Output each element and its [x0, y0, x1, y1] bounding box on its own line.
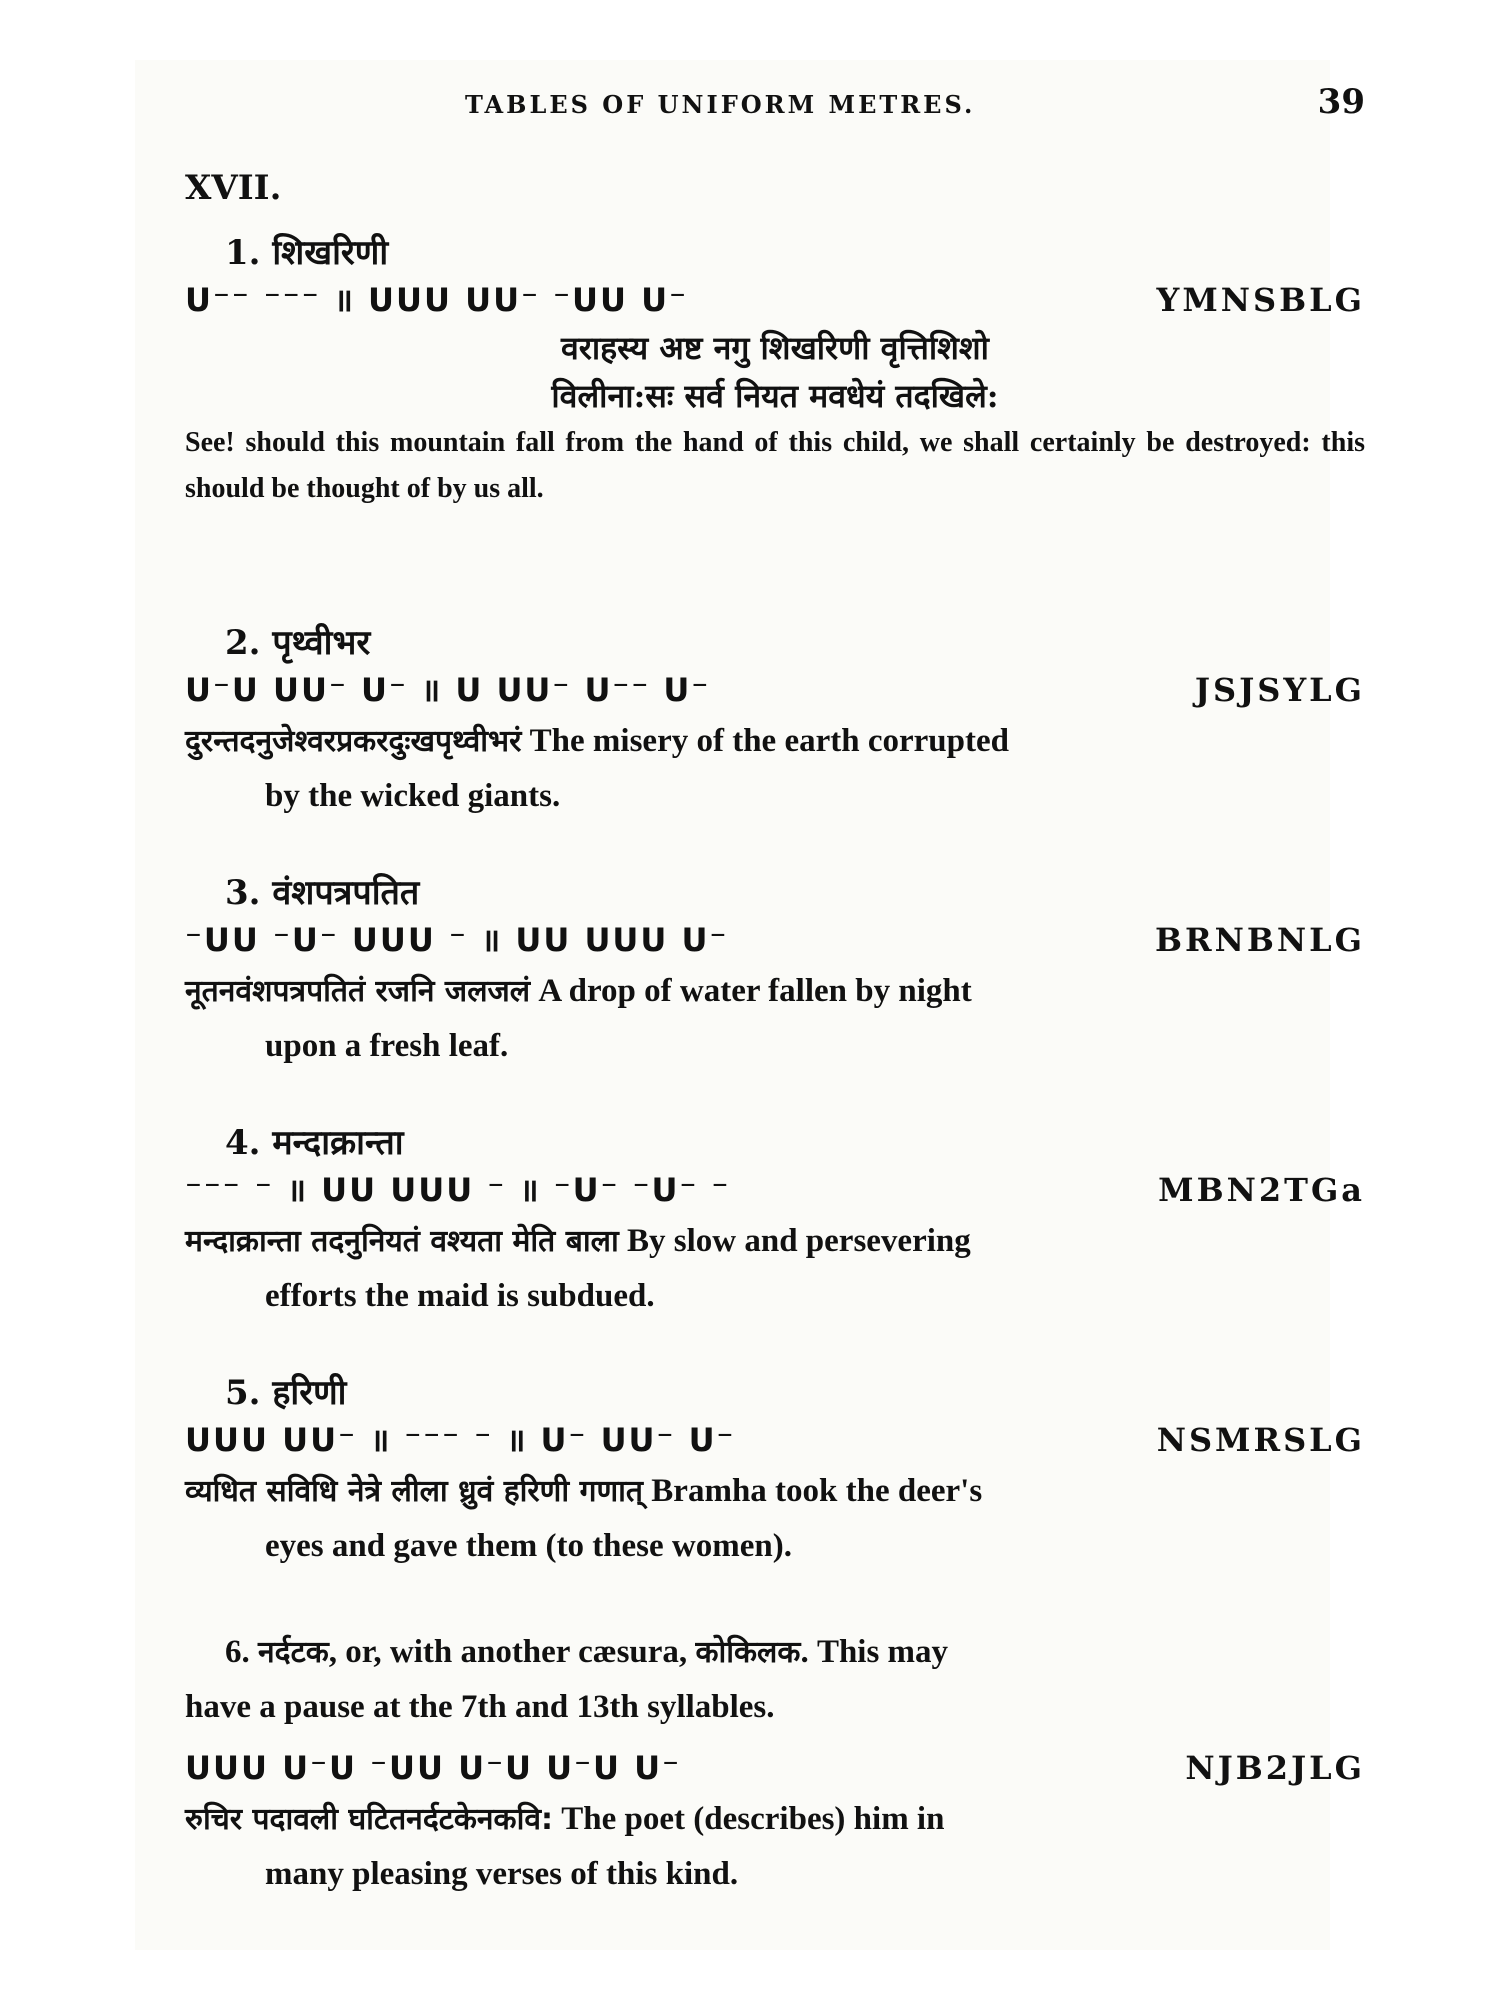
metre-example — [185, 714, 1365, 823]
sanskrit-verse-line: विलीना:सः सर्व नियत मवधेयं तदखिले: — [551, 377, 999, 415]
metre6-text: , or, with another cæsura, — [328, 1634, 688, 1670]
example-continuation: efforts the maid is subdued. — [265, 1278, 655, 1314]
metre-entry — [185, 1625, 1365, 1901]
example-sanskrit: नूतनवंशपत्रपतितं रजनि जलजलं — [185, 974, 531, 1009]
metre-scheme — [185, 1416, 1365, 1464]
example-continuation: upon a fresh leaf. — [265, 1028, 509, 1064]
metre-title: 2. पृथ्वीभर — [225, 623, 371, 663]
metre-title: 1. शिखरिणी — [225, 233, 389, 273]
book-page — [135, 60, 1365, 1950]
running-header — [185, 82, 1365, 132]
verse-translation: See! should this mountain fall from the hand of this child, we shall certainly be destroyed: this should be thought of by us all. — [185, 427, 1365, 504]
scheme-pattern: U⁻U UU⁻ U⁻ ॥ U UU⁻ U⁻⁻ U⁻ — [185, 671, 711, 709]
metre-scheme — [185, 666, 1365, 714]
metre-title: 5. हरिणी — [225, 1373, 347, 1413]
example-english: The poet (describes) him in — [561, 1801, 945, 1837]
metre-entry — [185, 620, 1365, 823]
scheme-pattern: UUU UU⁻ ॥ ⁻⁻⁻ ⁻ ॥ U⁻ UU⁻ U⁻ — [185, 1421, 736, 1459]
metre-entry — [185, 1120, 1365, 1323]
example-english: Bramha took the deer's — [651, 1473, 983, 1509]
example-english: The misery of the earth corrupted — [529, 723, 1009, 759]
metre-entry — [185, 1370, 1365, 1573]
page-number: 39 — [1317, 82, 1365, 122]
scheme-abbreviation: YMNSBLG — [1156, 281, 1365, 319]
example-sanskrit: दुरन्तदनुजेश्वरप्रकरदुःखपृथ्वीभरं — [185, 724, 522, 759]
scheme-abbreviation: BRNBNLG — [1154, 921, 1365, 959]
example-sanskrit: मन्दाक्रान्ता तदनुनियतं वश्यता मेति बाला — [185, 1224, 619, 1259]
metre-scheme — [185, 276, 1365, 324]
example-english: By slow and persevering — [626, 1223, 971, 1259]
metre-example — [185, 1464, 1365, 1573]
scheme-pattern: ⁻⁻⁻ ⁻ ॥ UU UUU ⁻ ॥ ⁻U⁻ ⁻U⁻ ⁻ — [185, 1171, 731, 1209]
metre6-intro — [185, 1625, 1365, 1680]
example-sanskrit: व्यधित सविधि नेत्रे लीला ध्रुवं हरिणी गणात् — [185, 1474, 644, 1509]
metre-alt-name-sanskrit: कोकिलक — [695, 1635, 801, 1670]
scheme-pattern: UUU U⁻U ⁻UU U⁻U U⁻U U⁻ — [185, 1749, 681, 1787]
metre-scheme — [185, 1166, 1365, 1214]
example-continuation: by the wicked giants. — [265, 778, 561, 814]
metre-title: 4. मन्दाक्रान्ता — [225, 1123, 404, 1163]
sanskrit-verse-line: वराहस्य अष्ट नगु शिखरिणी वृत्तिशिशो — [561, 329, 989, 367]
section-heading: XVII. — [185, 168, 282, 208]
metre-name-sanskrit: नर्दटक — [258, 1635, 329, 1670]
example-continuation: many pleasing verses of this kind. — [265, 1856, 739, 1892]
metre-example — [185, 964, 1365, 1073]
example-english: A drop of water fallen by night — [538, 973, 972, 1009]
metre-example — [185, 1792, 1365, 1901]
metre-scheme — [185, 1744, 1365, 1792]
metre-title: 3. वंशपत्रपतित — [225, 873, 420, 913]
scheme-abbreviation: JSJSYLG — [1194, 671, 1365, 709]
metre-entry — [185, 230, 1365, 512]
scheme-pattern: U⁻⁻ ⁻⁻⁻ ॥ UUU UU⁻ ⁻UU U⁻ — [185, 281, 688, 319]
scheme-abbreviation: MBN2TGa — [1158, 1171, 1365, 1209]
example-continuation: eyes and gave them (to these women). — [265, 1528, 792, 1564]
metre6-note: have a pause at the 7th and 13th syllables. — [185, 1689, 775, 1725]
header-title: TABLES OF UNIFORM METRES. — [465, 90, 976, 119]
scheme-pattern: ⁻UU ⁻U⁻ UUU ⁻ ॥ UU UUU U⁻ — [185, 921, 729, 959]
metre-title: 6. — [225, 1634, 250, 1670]
scheme-abbreviation: NSMRSLG — [1156, 1421, 1365, 1459]
metre-entry — [185, 870, 1365, 1073]
example-sanskrit: रुचिर पदावली घटितनर्दटकेनकवि: — [185, 1802, 554, 1837]
metre-example — [185, 1214, 1365, 1323]
scheme-abbreviation: NJB2JLG — [1185, 1749, 1365, 1787]
metre-scheme — [185, 916, 1365, 964]
metre6-text: . This may — [800, 1634, 949, 1670]
